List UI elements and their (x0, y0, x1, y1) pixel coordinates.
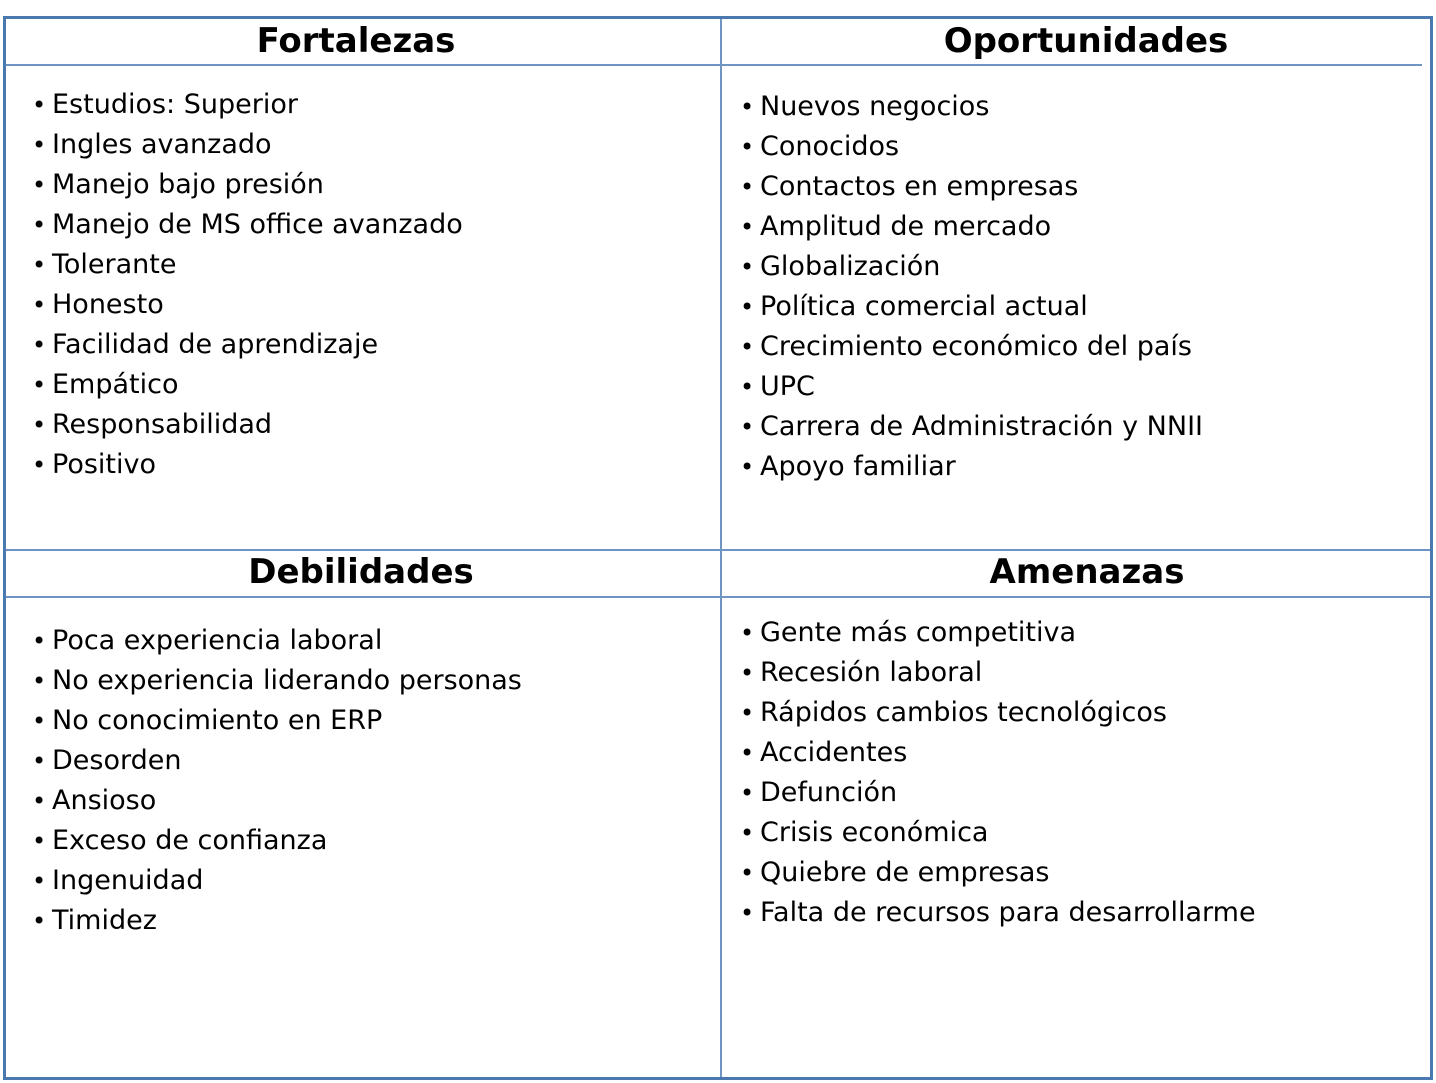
header-amenazas: Amenazas (989, 552, 1185, 592)
list-item: • Globalización (740, 247, 1203, 287)
header-oportunidades: Oportunidades (943, 21, 1229, 61)
list-item: • Quiebre de empresas (740, 853, 1256, 893)
debilidades-list (32, 621, 522, 941)
swot-matrix (3, 16, 1433, 1080)
header-divider-top-right (722, 64, 1422, 66)
list-item: • No experiencia liderando personas (32, 661, 522, 701)
list-item: • Facilidad de aprendizaje (32, 325, 463, 365)
list-item: • Amplitud de mercado (740, 207, 1203, 247)
list-item: • Tolerante (32, 245, 463, 285)
amenazas-list (740, 613, 1256, 933)
list-item: • Estudios: Superior (32, 85, 463, 125)
list-item: • Poca experiencia laboral (32, 621, 522, 661)
header-divider-top-left (6, 64, 720, 66)
list-item: • Responsabilidad (32, 405, 463, 445)
list-item: • Apoyo familiar (740, 447, 1203, 487)
list-item: • Carrera de Administración y NNII (740, 407, 1203, 447)
list-item: • No conocimiento en ERP (32, 701, 522, 741)
list-item: • Ansioso (32, 781, 522, 821)
vertical-divider (720, 19, 722, 1077)
list-item: • Positivo (32, 445, 463, 485)
list-item: • Accidentes (740, 733, 1256, 773)
fortalezas-list (32, 85, 463, 485)
list-item: • Empático (32, 365, 463, 405)
list-item: • Gente más competitiva (740, 613, 1256, 653)
header-fortalezas: Fortalezas (256, 21, 456, 61)
list-item: • Conocidos (740, 127, 1203, 167)
list-item: • Desorden (32, 741, 522, 781)
list-item: • Crecimiento económico del país (740, 327, 1203, 367)
header-divider-bottom (6, 596, 1430, 598)
list-item: • Honesto (32, 285, 463, 325)
oportunidades-list (740, 87, 1203, 487)
header-debilidades: Debilidades (248, 552, 474, 592)
list-item: • Crisis económica (740, 813, 1256, 853)
list-item: • Falta de recursos para desarrollarme (740, 893, 1256, 933)
list-item: • Timidez (32, 901, 522, 941)
list-item: • Contactos en empresas (740, 167, 1203, 207)
list-item: • Defunción (740, 773, 1256, 813)
list-item: • Manejo de MS office avanzado (32, 205, 463, 245)
list-item: • Exceso de confianza (32, 821, 522, 861)
list-item: • Manejo bajo presión (32, 165, 463, 205)
list-item: • Ingenuidad (32, 861, 522, 901)
list-item: • UPC (740, 367, 1203, 407)
list-item: • Rápidos cambios tecnológicos (740, 693, 1256, 733)
list-item: • Nuevos negocios (740, 87, 1203, 127)
list-item: • Política comercial actual (740, 287, 1203, 327)
list-item: • Ingles avanzado (32, 125, 463, 165)
list-item: • Recesión laboral (740, 653, 1256, 693)
